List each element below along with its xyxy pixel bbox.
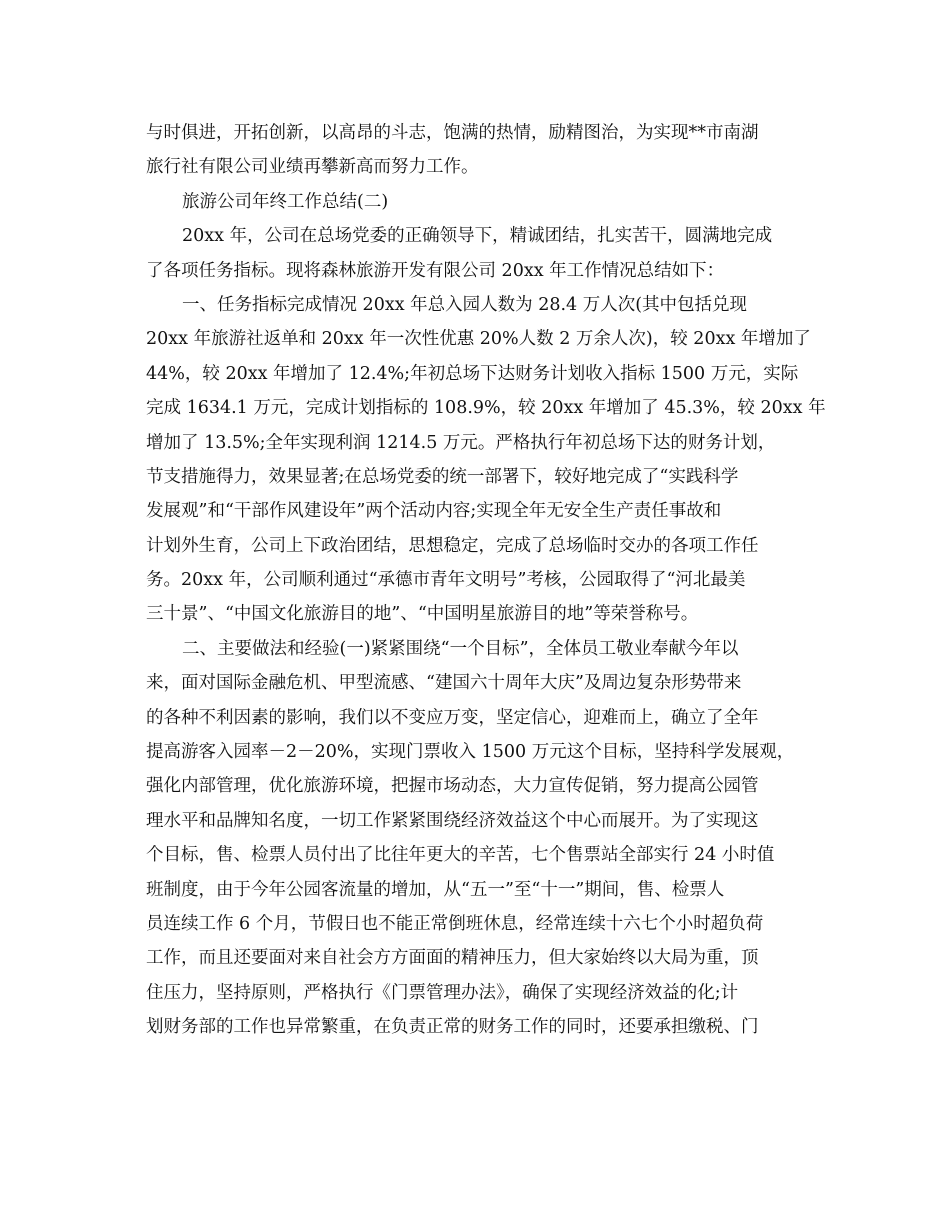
- text-line: 班制度，由于今年公园客流量的增加，从“五一”至“十一”期间，售、检票人: [146, 879, 725, 900]
- section-heading: 旅游公司年终工作总结(二): [182, 191, 389, 212]
- text-line: 一、任务指标完成情况 20xx 年总入园人数为 28.4 万人次(其中包括兑现: [182, 294, 748, 315]
- text-line: 20xx 年，公司在总场党委的正确领导下，精诚团结，扎实苦干，圆满地完成: [182, 226, 773, 247]
- text-line: 20xx 年旅游社返单和 20xx 年一次性优惠 20%人数 2 万余人次)，较 20xx 年增加了: [146, 329, 811, 350]
- text-line: 计划外生育，公司上下政治团结，思想稳定，完成了总场临时交办的各项工作任: [146, 535, 759, 556]
- text-line: 了各项任务指标。现将森林旅游开发有限公司 20xx 年工作情况总结如下：: [146, 260, 725, 281]
- text-line: 个目标，售、检票人员付出了比往年更大的辛苦，七个售票站全部实行 24 小时值: [146, 845, 775, 866]
- text-line: 务。20xx 年，公司顺利通过“承德市青年文明号”考核，公园取得了“河北最美: [146, 570, 746, 591]
- text-line: 划财务部的工作也异常繁重，在负责正常的财务工作的同时，还要承担缴税、门: [146, 1017, 759, 1038]
- text-line: 住压力，坚持原则，严格执行《门票管理办法》，确保了实现经济效益的化;计: [146, 982, 739, 1003]
- text-line: 三十景”、“中国文化旅游目的地”、“中国明星旅游目的地”等荣誉称号。: [146, 604, 699, 625]
- text-line: 二、主要做法和经验(一)紧紧围绕“一个目标”，全体员工敬业奉献今年以: [182, 638, 739, 659]
- text-line: 旅行社有限公司业绩再攀新高而努力工作。: [146, 157, 479, 178]
- text-line: 理水平和品牌知名度，一切工作紧紧围绕经济效益这个中心而展开。为了实现这: [146, 810, 759, 831]
- text-line: 与时俱进，开拓创新，以高昂的斗志，饱满的热情，励精图治，为实现**市南湖: [146, 123, 759, 143]
- text-line: 完成 1634.1 万元，完成计划指标的 108.9%，较 20xx 年增加了 45.3%，较 20xx 年: [146, 398, 826, 419]
- text-line: 工作，而且还要面对来自社会方方面面的精神压力，但大家始终以大局为重，顶: [146, 948, 759, 969]
- text-line: 增加了 13.5%;全年实现利润 1214.5 万元。严格执行年初总场下达的财务计划，: [146, 432, 776, 453]
- text-line: 强化内部管理，优化旅游环境，把握市场动态，大力宣传促销，努力提高公园管: [146, 776, 759, 797]
- text-line: 节支措施得力，效果显著;在总场党委的统一部署下，较好地完成了“实践科学: [146, 466, 739, 487]
- text-line: 提高游客入园率－2－20%，实现门票收入 1500 万元这个目标，坚持科学发展观，: [146, 742, 795, 763]
- text-line: 来，面对国际金融危机、甲型流感、“建国六十周年大庆”及周边复杂形势带来: [146, 673, 742, 694]
- document-body: [146, 116, 826, 1045]
- text-line: 员连续工作 6 个月，节假日也不能正常倒班休息，经常连续十六七个小时超负荷: [146, 913, 764, 934]
- text-line: 44%，较 20xx 年增加了 12.4%;年初总场下达财务计划收入指标 1500 万元，实际: [146, 363, 799, 384]
- text-line: 发展观”和“干部作风建设年”两个活动内容;实现全年无安全生产责任事故和: [146, 501, 722, 522]
- text-line: 的各种不利因素的影响，我们以不变应万变，坚定信心，迎难而上，确立了全年: [146, 707, 759, 728]
